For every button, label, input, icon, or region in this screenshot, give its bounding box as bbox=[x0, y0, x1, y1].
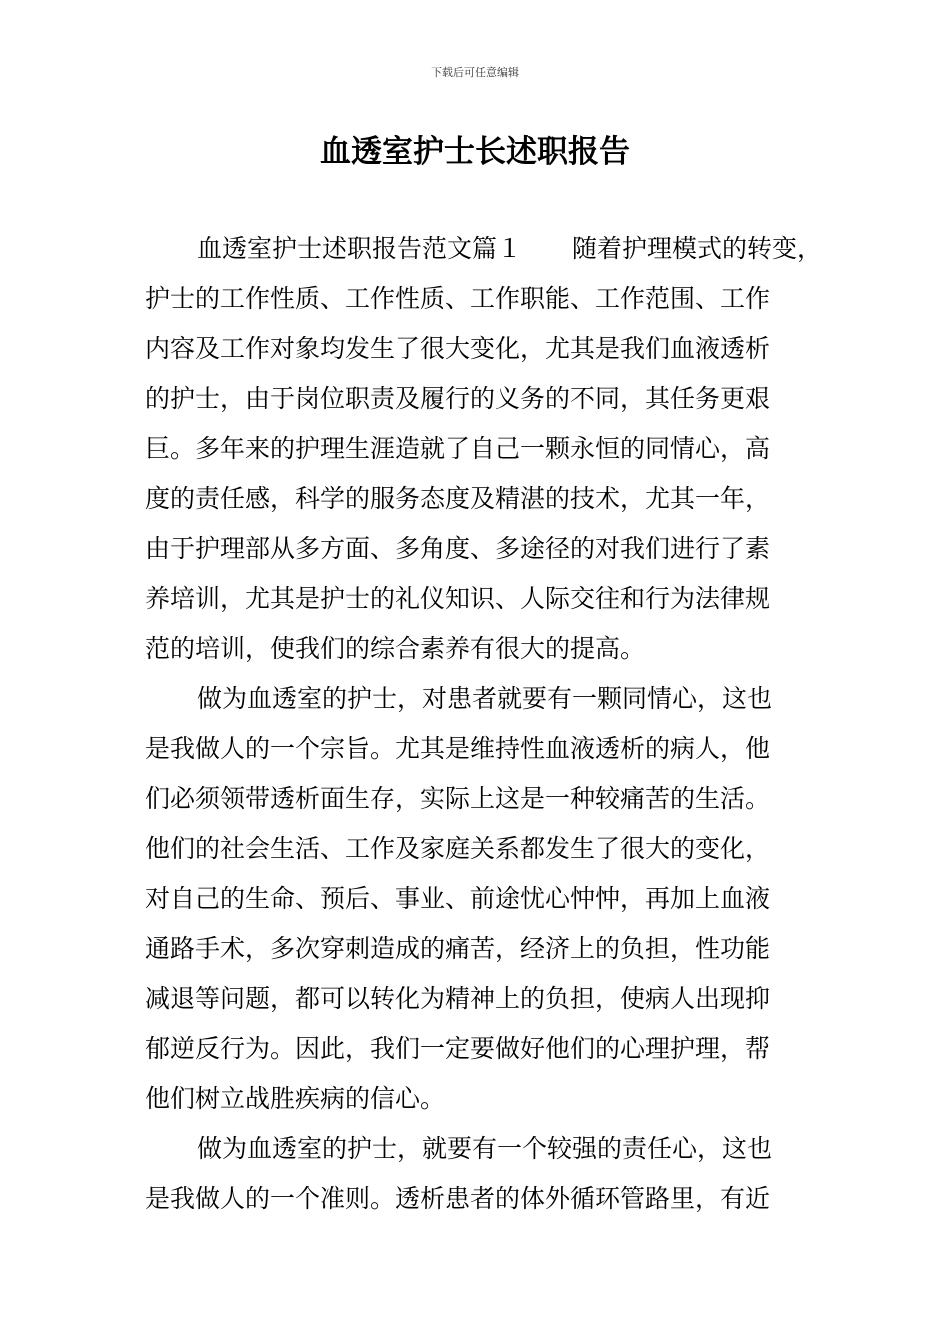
document-title: 血透室护士长述职报告 bbox=[320, 134, 630, 170]
text-line: 是我做人的一个准则。透析患者的体外循环管路里，有近 bbox=[145, 1184, 771, 1213]
text-line: 度的责任感，科学的服务态度及精湛的技术，尤其一年， bbox=[145, 484, 771, 513]
text-line: 巨。多年来的护理生涯造就了自己一颗永恒的同情心，高 bbox=[145, 434, 771, 463]
text-line: 的护士，由于岗位职责及履行的义务的不同，其任务更艰 bbox=[145, 384, 771, 413]
text-line: 范的培训，使我们的综合素养有很大的提高。 bbox=[145, 634, 646, 663]
text-line: 护士的工作性质、工作性质、工作职能、工作范围、工作 bbox=[145, 284, 771, 313]
text-line: 内容及工作对象均发生了很大变化，尤其是我们血液透析 bbox=[145, 334, 771, 363]
text-line: 做为血透室的护士，对患者就要有一颗同情心，这也 bbox=[197, 684, 773, 713]
text-line: 通路手术，多次穿刺造成的痛苦，经济上的负担，性功能 bbox=[145, 934, 771, 963]
text-line: 养培训，尤其是护士的礼仪知识、人际交往和行为法律规 bbox=[145, 584, 771, 613]
text-line: 郁逆反行为。因此，我们一定要做好他们的心理护理，帮 bbox=[145, 1034, 771, 1063]
text-line: 他们树立战胜疾病的信心。 bbox=[145, 1084, 446, 1113]
paragraph-3 bbox=[145, 1124, 825, 1224]
text-line: 他们的社会生活、工作及家庭关系都发生了很大的变化， bbox=[145, 834, 771, 863]
paragraph-2 bbox=[145, 674, 825, 1124]
text-line: 血透室护士述职报告范文篇１ 随着护理模式的转变， bbox=[197, 234, 823, 263]
document-body bbox=[145, 224, 825, 1224]
text-line: 减退等问题，都可以转化为精神上的负担，使病人出现抑 bbox=[145, 984, 771, 1013]
paragraph-1 bbox=[145, 224, 825, 674]
header-note: 下载后可任意编辑 bbox=[431, 66, 519, 79]
text-line: 是我做人的一个宗旨。尤其是维持性血液透析的病人，他 bbox=[145, 734, 771, 763]
text-line: 对自己的生命、预后、事业、前途忧心忡忡，再加上血液 bbox=[145, 884, 771, 913]
text-line: 由于护理部从多方面、多角度、多途径的对我们进行了素 bbox=[145, 534, 771, 563]
text-line: 们必须领带透析面生存，实际上这是一种较痛苦的生活。 bbox=[145, 784, 771, 813]
text-line: 做为血透室的护士，就要有一个较强的责任心，这也 bbox=[197, 1134, 773, 1163]
